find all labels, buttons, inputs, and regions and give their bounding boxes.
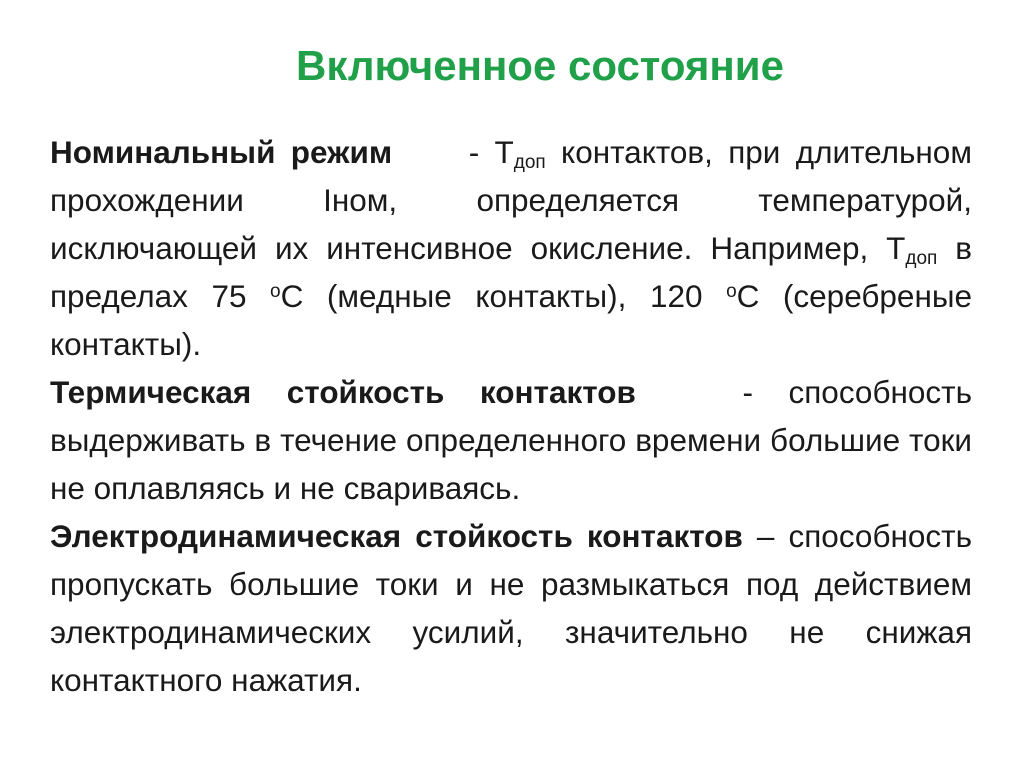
nominal-text-1: контактов, при длительном прохождении Iном, определяется температурой, исключающей их интенсивное окисление. Например, Т (50, 134, 972, 266)
degree-superscript-1: о (270, 281, 281, 302)
nominal-text-2: в пределах 75 (50, 230, 972, 314)
term-thermal-stability: Термическая стойкость контактов (50, 374, 636, 410)
nominal-text-4: С (серебреные контакты). (50, 278, 973, 362)
degree-superscript-2: о (726, 281, 737, 302)
electrodynamic-text: – способность пропускать большие токи и не размыкаться под действием электродинамических усилий, значительно не снижая контактного нажатия. (50, 518, 972, 698)
slide-body (50, 128, 972, 704)
thermal-text: - способность выдерживать в течение определенного времени большие токи не оплавляясь и не свариваясь. (50, 374, 972, 506)
nominal-text-3: С (медные контакты), 120 (280, 278, 727, 314)
paragraph-electrodynamic-stability (50, 512, 972, 704)
paragraph-thermal-stability (50, 368, 972, 512)
subscript-dop-2: доп (905, 248, 938, 269)
subscript-dop-1: доп (513, 152, 546, 173)
paragraph-nominal-mode (50, 128, 972, 368)
term-electrodynamic-stability: Электродинамическая стойкость контактов (50, 518, 743, 554)
slide-title: Включенное состояние (296, 42, 784, 89)
term-nominal-mode: Номинальный режим (50, 134, 393, 170)
nominal-dash: - Т (453, 134, 514, 170)
